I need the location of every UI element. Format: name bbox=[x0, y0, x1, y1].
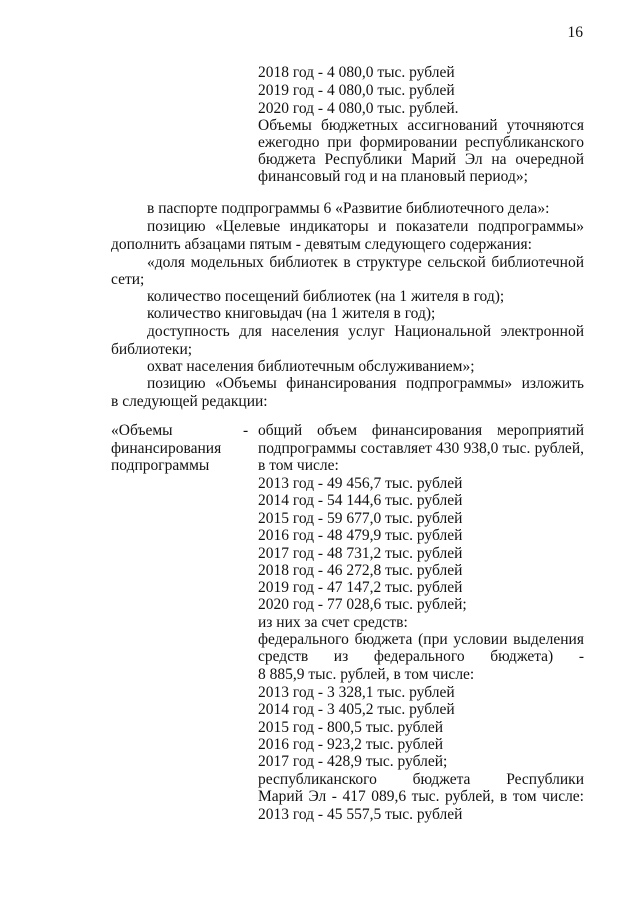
table-intro-line: в том числе: bbox=[258, 457, 339, 474]
paragraph-coverage: охват населения библиотечным обслуживанием»; bbox=[147, 358, 475, 375]
paragraph-financing: позицию «Объемы финансирования подпрограммы» изложить bbox=[147, 375, 584, 392]
total-year-line: 2016 год - 48 479,9 тыс. рублей bbox=[258, 527, 463, 544]
total-year-line: 2015 год - 59 677,0 тыс. рублей bbox=[258, 510, 463, 527]
total-year-line: 2014 год - 54 144,6 тыс. рублей bbox=[258, 492, 463, 509]
paragraph-electronic-library: библиотеки; bbox=[111, 341, 193, 358]
federal-line: средств из федерального бюджета) - bbox=[258, 648, 584, 665]
table-dash: - bbox=[243, 422, 249, 439]
funding-year-line: 2020 год - 4 080,0 тыс. рублей. bbox=[258, 100, 459, 117]
paragraph-model-libraries: сети; bbox=[111, 271, 145, 288]
budget-note-line: Объемы бюджетных ассигнований уточняются bbox=[258, 117, 584, 134]
federal-line: 8 885,9 тыс. рублей, в том числе: bbox=[258, 666, 475, 683]
budget-note-line: финансовый год и на плановый период»; bbox=[258, 168, 528, 185]
federal-year-line: 2016 год - 923,2 тыс. рублей bbox=[258, 736, 444, 753]
page-number: 16 bbox=[567, 24, 583, 41]
paragraph-electronic-library: доступность для населения услуг Национальной электронной bbox=[147, 323, 584, 340]
budget-note-line: бюджета Республики Марий Эл на очередной bbox=[258, 151, 584, 168]
sources-label: из них за счет средств: bbox=[258, 614, 408, 631]
federal-year-line: 2015 год - 800,5 тыс. рублей bbox=[258, 719, 444, 736]
funding-year-line: 2018 год - 4 080,0 тыс. рублей bbox=[258, 64, 455, 81]
total-year-line: 2013 год - 49 456,7 тыс. рублей bbox=[258, 475, 463, 492]
table-intro-line: подпрограммы составляет 430 938,0 тыс. рублей, bbox=[258, 440, 584, 457]
republic-line: Марий Эл - 417 089,6 тыс. рублей, в том числе: bbox=[258, 788, 584, 805]
paragraph-indicators: позицию «Целевые индикаторы и показатели подпрограммы» bbox=[147, 218, 584, 235]
funding-year-line: 2019 год - 4 080,0 тыс. рублей bbox=[258, 82, 455, 99]
total-year-line: 2020 год - 77 028,6 тыс. рублей; bbox=[258, 596, 467, 613]
federal-year-line: 2017 год - 428,9 тыс. рублей; bbox=[258, 753, 448, 770]
republic-year-line: 2013 год - 45 557,5 тыс. рублей bbox=[258, 806, 463, 823]
paragraph-model-libraries: «доля модельных библиотек в структуре сельской библиотечной bbox=[147, 254, 584, 271]
table-intro-line: общий объем финансирования мероприятий bbox=[258, 422, 584, 439]
republic-line: республиканского бюджета Республики bbox=[258, 771, 584, 788]
budget-note-line: ежегодно при формировании республиканского bbox=[258, 134, 584, 151]
paragraph-passport: в паспорте подпрограммы 6 «Развитие библиотечного дела»: bbox=[147, 200, 550, 217]
paragraph-indicators: дополнить абзацами пятым - девятым следующего содержания: bbox=[111, 236, 532, 253]
paragraph-financing: в следующей редакции: bbox=[111, 393, 268, 410]
total-year-line: 2017 год - 48 731,2 тыс. рублей bbox=[258, 545, 463, 562]
total-year-line: 2019 год - 47 147,2 тыс. рублей bbox=[258, 579, 463, 596]
table-label: подпрограммы bbox=[111, 457, 210, 474]
federal-year-line: 2014 год - 3 405,2 тыс. рублей bbox=[258, 701, 455, 718]
table-label: финансирования bbox=[111, 440, 222, 457]
federal-line: федерального бюджета (при условии выделения bbox=[258, 631, 584, 648]
total-year-line: 2018 год - 46 272,8 тыс. рублей bbox=[258, 562, 463, 579]
federal-year-line: 2013 год - 3 328,1 тыс. рублей bbox=[258, 684, 455, 701]
table-label: «Объемы bbox=[111, 422, 173, 439]
paragraph-book-loans: количество книговыдач (на 1 жителя в год); bbox=[147, 305, 436, 322]
paragraph-visits: количество посещений библиотек (на 1 жителя в год); bbox=[147, 288, 505, 305]
